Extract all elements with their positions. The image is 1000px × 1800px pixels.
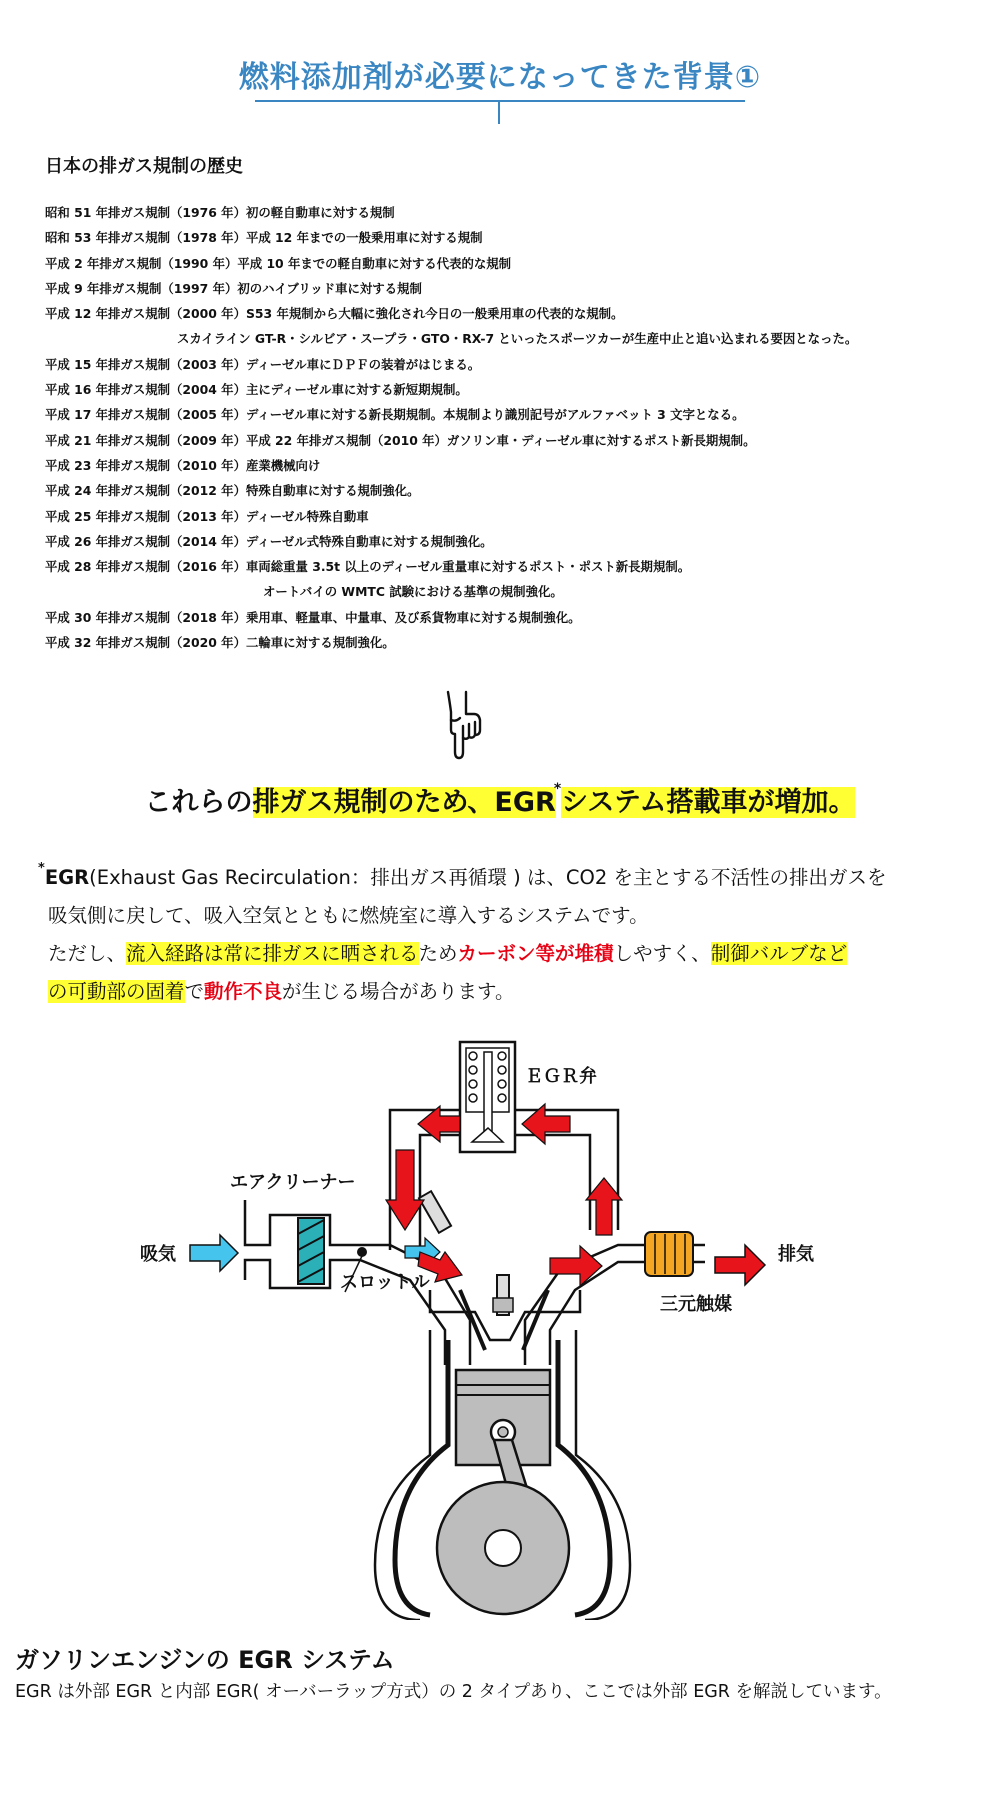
headline-suffix: システム搭載車が増加。 [561, 787, 856, 818]
history-list [45, 200, 985, 655]
egr-engine-diagram [0, 1020, 1000, 1620]
pointing-down-hand-icon [436, 690, 486, 760]
history-row: 平成 32 年排ガス規制（2020 年）二輪車に対する規制強化。 [45, 635, 395, 651]
history-row: 平成 15 年排ガス規制（2003 年）ディーゼル車にＤＰＦの装着がはじまる。 [45, 356, 481, 372]
history-row: 平成 23 年排ガス規制（2010 年）産業機械向け [45, 457, 321, 473]
history-row: 平成 24 年排ガス規制（2012 年）特殊自動車に対する規制強化。 [45, 483, 420, 499]
history-row: スカイライン GT-R・シルビア・スープラ・GTO・RX-7 といったスポーツカーが生産中止と追い込まれる要因となった。 [177, 331, 858, 347]
headline-highlight: 排ガス規制のため、EGR [252, 787, 556, 818]
air-cleaner-label: エアクリーナー [230, 1172, 356, 1193]
desc-red-text: カーボン等が堆積 [457, 942, 614, 965]
egr-description [38, 850, 978, 1011]
history-row: 昭和 51 年排ガス規制（1976 年）初の軽自動車に対する規制 [45, 205, 395, 220]
exhaust-out-arrow [715, 1245, 765, 1285]
footer-text: EGR は外部 EGR と内部 EGR( オーバーラップ方式）の 2 タイプあり、ここでは外部 EGR を解説しています。 [15, 1682, 892, 1702]
desc-line1: (Exhaust Gas Recirculation：排出ガス再循環 ) は、CO2 を主とする不活性の排出ガスを [89, 866, 887, 889]
history-heading: 日本の排ガス規制の歴史 [45, 156, 243, 177]
engine-block [375, 1275, 630, 1620]
headline-star: * [553, 781, 562, 797]
desc-term: EGR [44, 866, 90, 889]
desc-highlight: の可動部の固着 [48, 980, 185, 1003]
desc-text: しやすく、 [613, 942, 711, 965]
throttle-valve [357, 1247, 367, 1257]
desc-red-text: 動作不良 [204, 980, 283, 1003]
history-row: 平成 17 年排ガス規制（2005 年）ディーゼル車に対する新長期規制。本規制より識別記号がアルファベット 3 文字となる。 [45, 407, 745, 423]
desc-text: ため [418, 942, 458, 965]
history-row: オートバイの WMTC 試験における基準の規制強化。 [263, 584, 563, 600]
history-row: 平成 28 年排ガス規制（2016 年）車両総重量 3.5t 以上のディーゼル重量車に対するポスト・ポスト新長期規制。 [45, 559, 691, 575]
history-row: 平成 9 年排ガス規制（1997 年）初のハイブリッド車に対する規制 [45, 280, 422, 296]
footer-title: ガソリンエンジンの EGR システム [15, 1646, 395, 1674]
history-row: 平成 12 年排ガス規制（2000 年）S53 年規制から大幅に強化され今日の一般乗用車の代表的な規制。 [45, 306, 624, 322]
intake-label: 吸気 [140, 1244, 176, 1265]
headline [0, 780, 1000, 819]
desc-text: で [184, 980, 205, 1003]
egr-valve-label: ＥＧＲ弁 [525, 1066, 597, 1087]
page-title: 燃料添加剤が必要になってきた背景① [238, 60, 762, 95]
exhaust-label: 排気 [778, 1244, 814, 1265]
fuel-injector [419, 1191, 451, 1233]
desc-text: が生じる場合があります。 [282, 980, 515, 1003]
history-row: 平成 26 年排ガス規制（2014 年）ディーゼル式特殊自動車に対する規制強化。 [45, 533, 493, 549]
desc-highlight: 流入経路は常に排ガスに晒される [126, 942, 419, 965]
air-filter [298, 1218, 324, 1284]
desc-highlight: 制御バルブなど [710, 942, 848, 965]
throttle-label: スロットル [340, 1272, 430, 1293]
title-underline [255, 100, 745, 102]
history-row: 平成 25 年排ガス規制（2013 年）ディーゼル特殊自動車 [45, 508, 369, 524]
catalyst-label: 三元触媒 [660, 1294, 732, 1315]
history-row: 平成 16 年排ガス規制（2004 年）主にディーゼル車に対する新短期規制。 [45, 382, 468, 398]
egr-valve [460, 1042, 515, 1152]
history-row: 平成 30 年排ガス規制（2018 年）乗用車、軽量車、中量車、及び系貨物車に対する規制強化。 [45, 609, 581, 625]
title-tick [498, 102, 500, 124]
history-row: 平成 21 年排ガス規制（2009 年）平成 22 年排ガス規制（2010 年）ガソリン車・ディーゼル車に対するポスト新長期規制。 [45, 432, 756, 448]
history-row: 昭和 53 年排ガス規制（1978 年）平成 12 年までの一般乗用車に対する規制 [45, 230, 483, 246]
headline-prefix: これらの [144, 787, 253, 818]
desc-text: ただし、 [48, 942, 127, 965]
desc-line2: 吸気側に戻して、吸入空気とともに燃焼室に導入するシステムです。 [48, 904, 649, 927]
three-way-catalyst [645, 1232, 693, 1276]
history-row: 平成 2 年排ガス規制（1990 年）平成 10 年までの軽自動車に対する代表的な規制 [45, 255, 512, 271]
desc-star: * [38, 861, 45, 876]
